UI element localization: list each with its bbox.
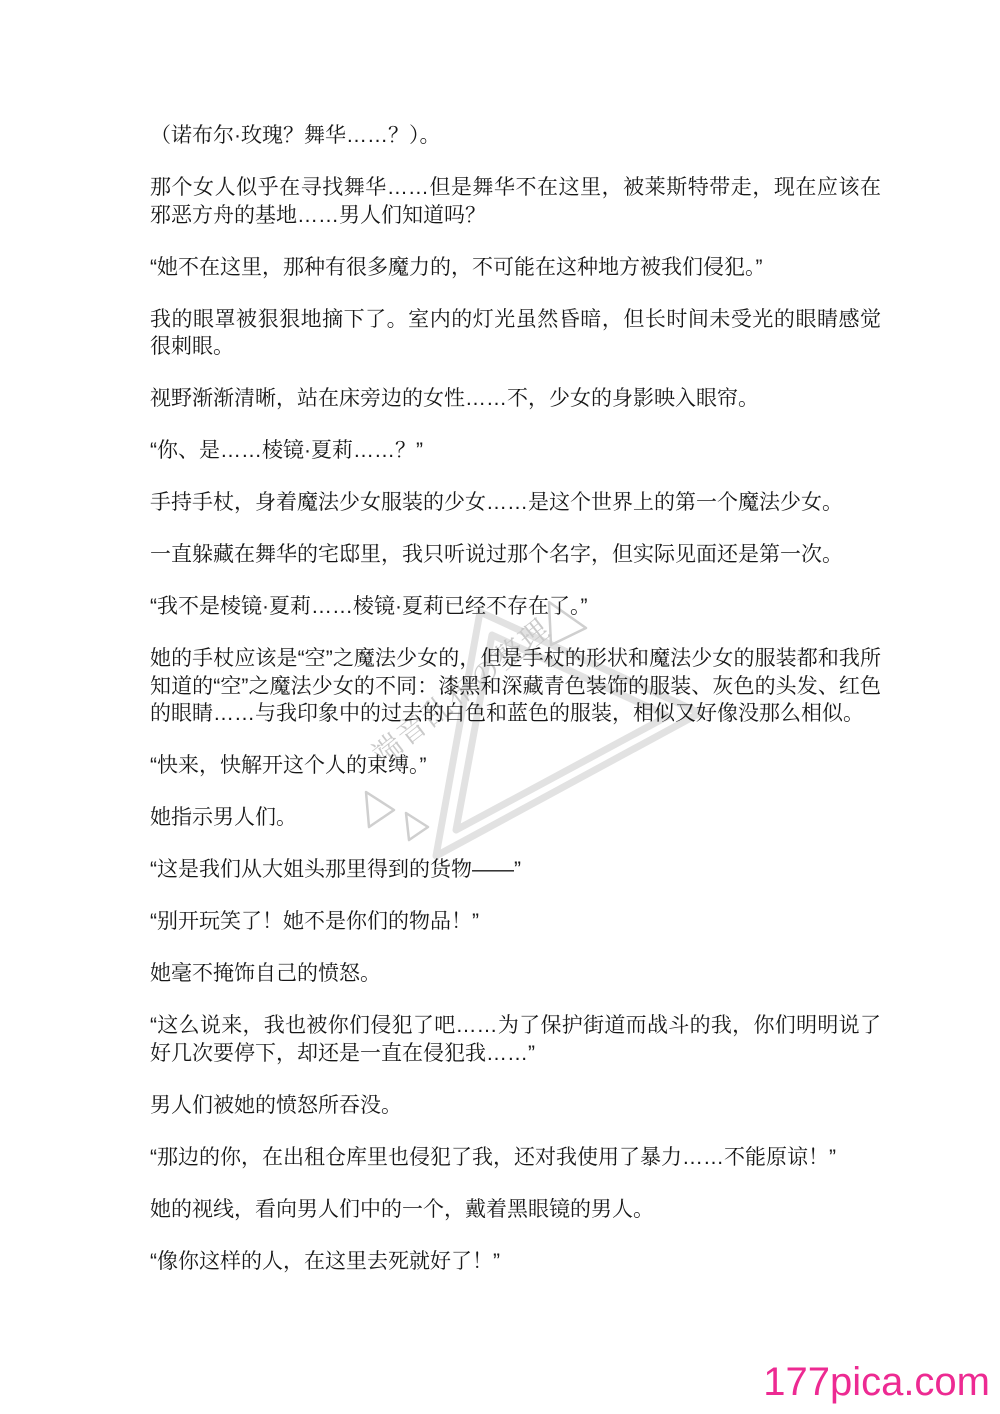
paragraph: 她毫不掩饰自己的愤怒。 [150, 962, 381, 985]
paragraph: “这么说来，我也被你们侵犯了吧……为了保护街道而战斗的我，你们明明说了好几次要停下，却还是一直在侵犯我……” [150, 1014, 881, 1065]
paragraph: 她的视线，看向男人们中的一个，戴着黑眼镜的男人。 [150, 1197, 654, 1221]
paragraph: “别开玩笑了！她不是你们的物品！” [150, 910, 479, 933]
paragraph: “你、是……棱镜·夏莉……？” [150, 439, 423, 462]
paragraph: “像你这样的人，在这里去死就好了！” [150, 1249, 500, 1273]
paragraph: （诺布尔·玫瑰？舞华……？）。 [150, 124, 441, 147]
paragraph: 那个女人似乎在寻找舞华……但是舞华不在这里，被莱斯特带走，现在应该在邪恶方舟的基地……男人们知道吗？ [150, 176, 881, 227]
watermark-text: 端音乱布の整理 [366, 612, 558, 772]
paragraph: 视野渐渐清晰，站在床旁边的女性……不，少女的身影映入眼帘。 [150, 387, 759, 410]
paragraph: 我的眼罩被狠狠地摘下了。室内的灯光虽然昏暗，但长时间未受光的眼睛感觉很刺眼。 [150, 307, 881, 358]
paragraph: 一直躲藏在舞华的宅邸里，我只听说过那个名字，但实际见面还是第一次。 [150, 543, 843, 566]
paragraph: 男人们被她的愤怒所吞没。 [150, 1093, 402, 1117]
paragraph: “我不是棱镜·夏莉……棱镜·夏莉已经不存在了。” [150, 595, 588, 618]
paragraph: 她的手杖应该是“空”之魔法少女的，但是手杖的形状和魔法少女的服装都和我所知道的“空”之魔法少女的不同：漆黑和深藏青色装饰的服装、灰色的头发、红色的眼睛……与我印象中的过去的白色和蓝色的服装，相似又好像没那么相似。 [150, 647, 881, 725]
paragraph: 她指示男人们。 [150, 806, 297, 829]
site-watermark: 177pica.com [763, 1360, 990, 1404]
paragraph: “这是我们从大姐头那里得到的货物——” [150, 858, 521, 881]
paragraph: 手持手杖，身着魔法少女服装的少女……是这个世界上的第一个魔法少女。 [150, 491, 843, 514]
story-text [150, 122, 881, 1300]
paragraph: “那边的你，在出租仓库里也侵犯了我，还对我使用了暴力……不能原谅！” [150, 1145, 836, 1169]
paragraph: “快来，快解开这个人的束缚。” [150, 754, 427, 777]
paragraph: “她不在这里，那种有很多魔力的，不可能在这种地方被我们侵犯。” [150, 255, 763, 279]
